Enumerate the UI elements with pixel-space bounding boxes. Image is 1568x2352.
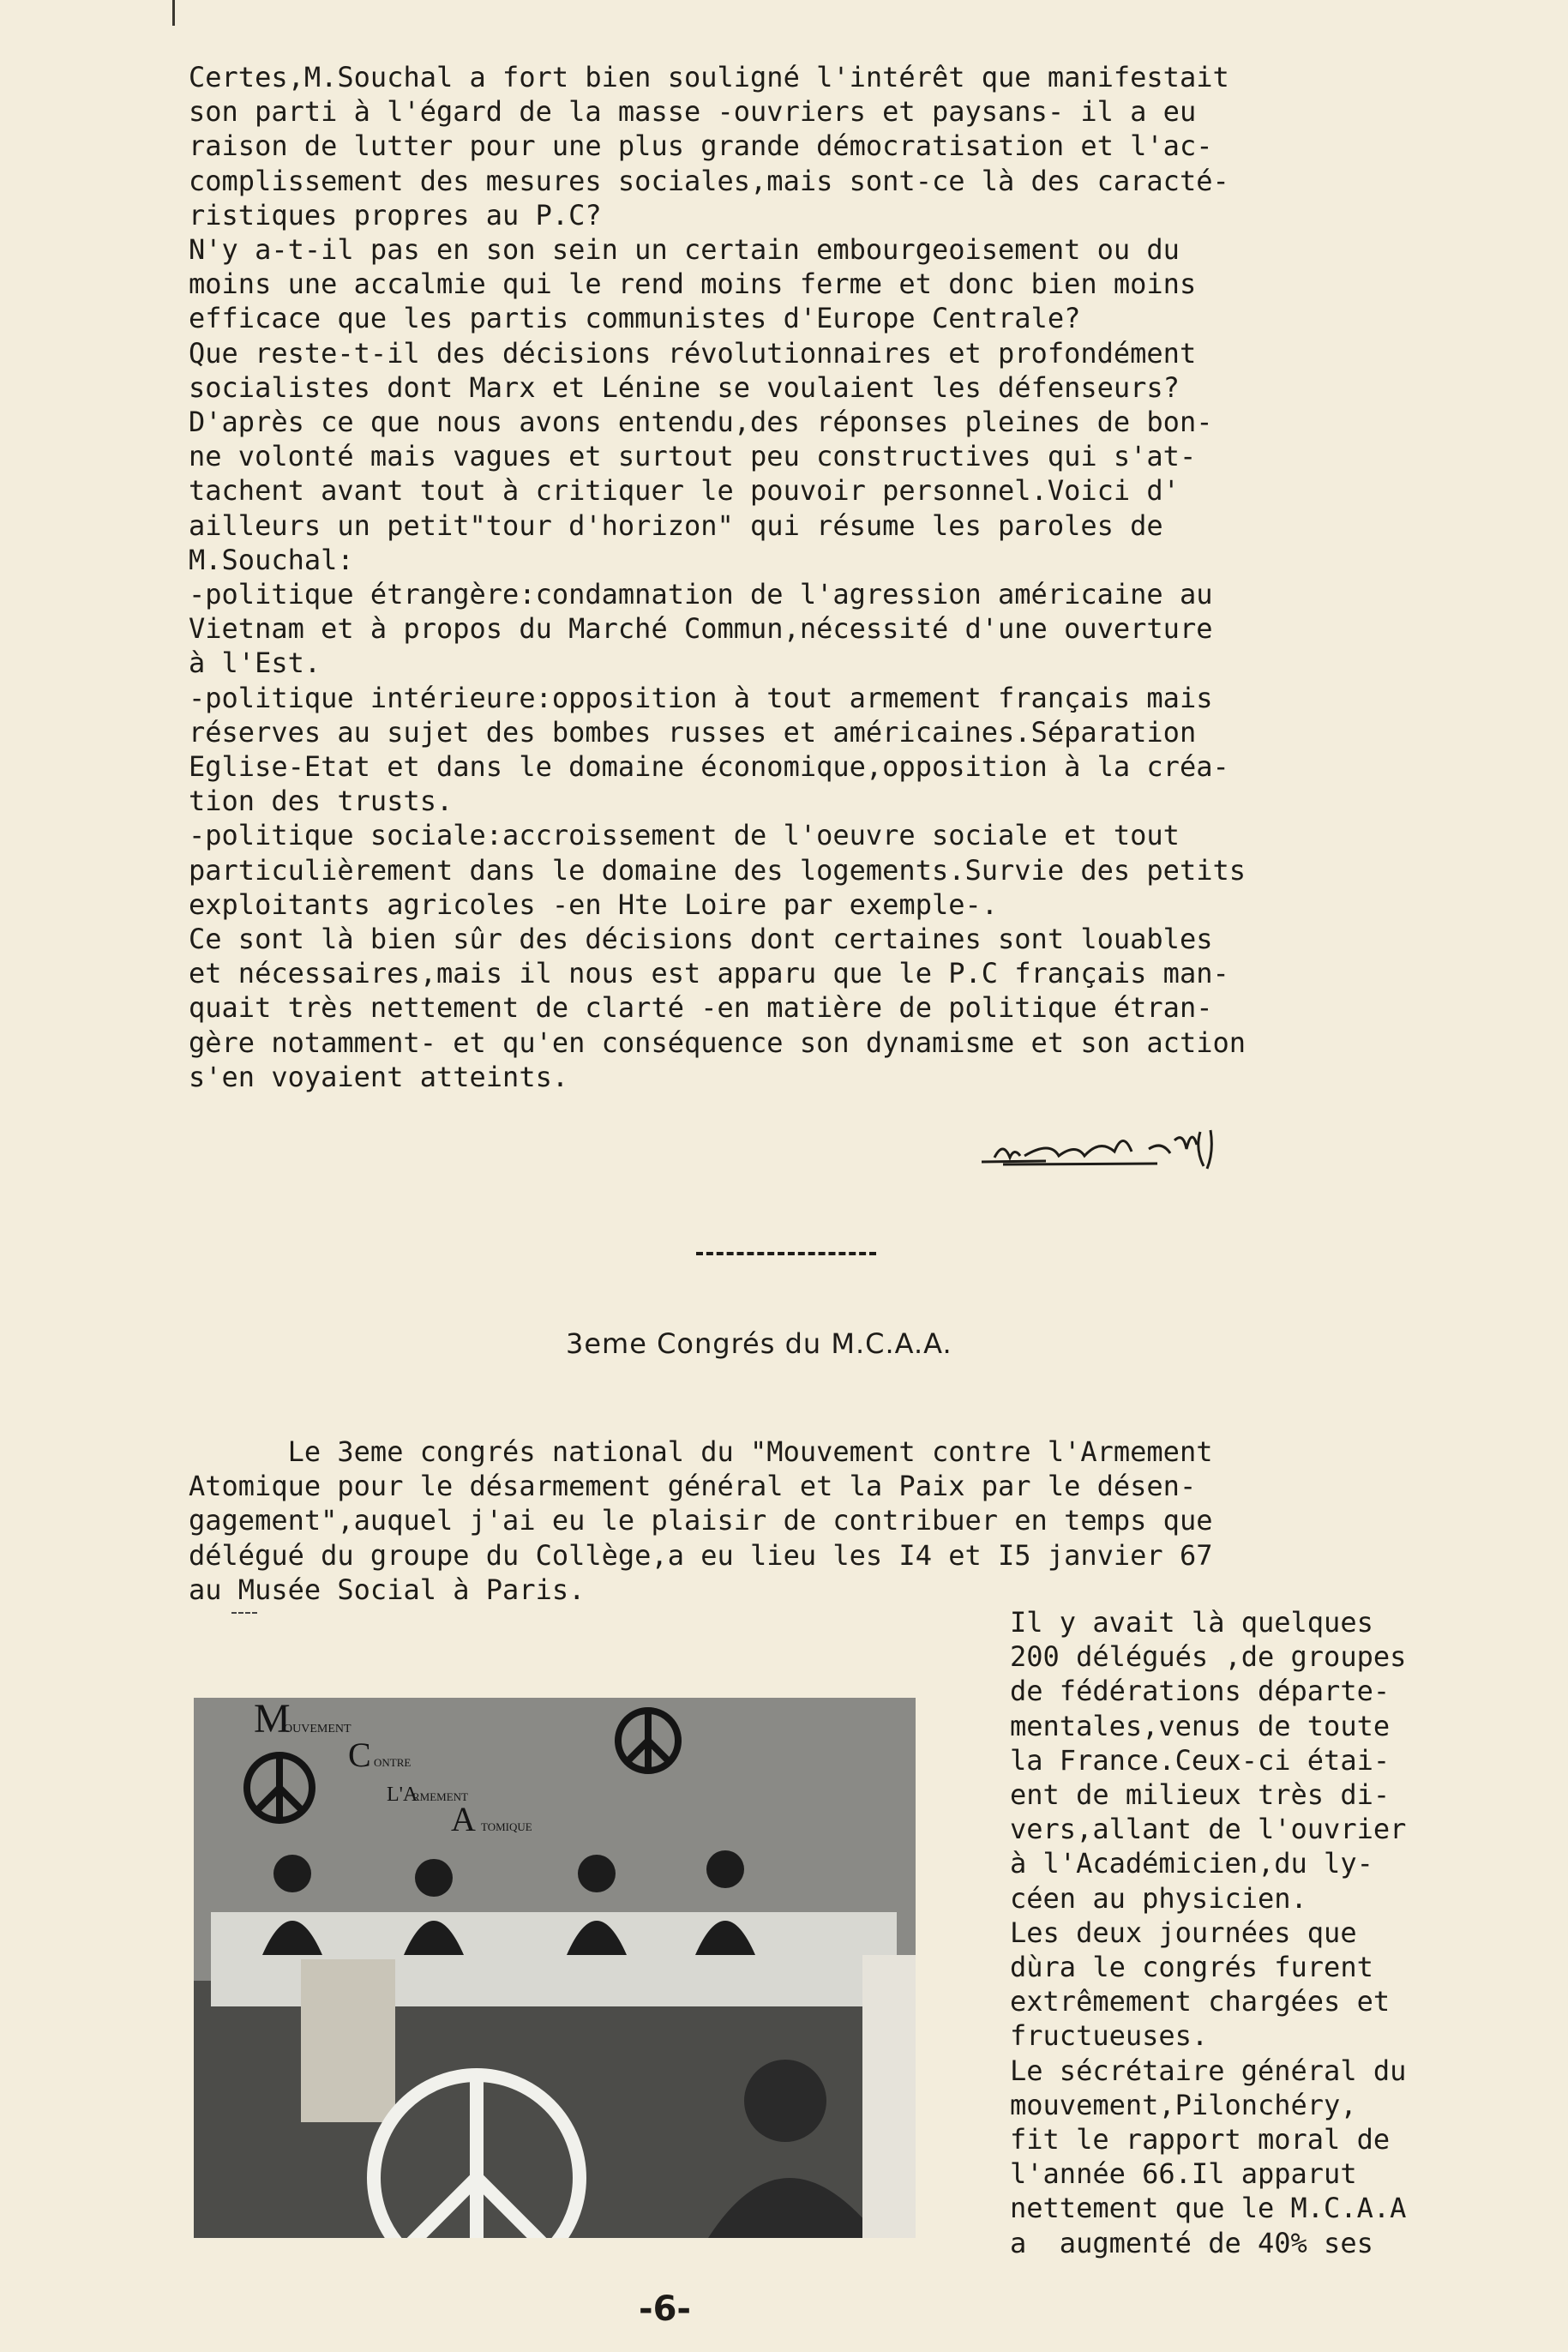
congress-photo: [194, 1698, 916, 2238]
congress-intro: Le 3eme congrés national du "Mouvement contre l'Armement Atomique pour le désarmement général et la Paix par le désen- gagement",auquel j'ai eu le plaisir de contribuer en temps que délégué du groupe du Collège,a eu lieu les I4 et I5 janvier 67 au Musée Social à Paris.: [189, 1435, 1213, 1606]
banner-word: ONTRE: [374, 1756, 412, 1769]
banner-word: RMEMENT: [412, 1790, 468, 1803]
signature: [977, 1123, 1286, 1175]
congress-column-text: Il y avait là quelques 200 délégués ,de groupes de fédérations départe- mentales,venus de toute la France.Ceux-ci étai- ent de milieux très di- vers,allant de l'ouvrier à l'Académicien,du ly- céen au physicien. Les deux journées que dùra le congrés furent extrêmement chargées et fructueuses. Le sécrétaire général du mouvement,Pilonchéry, fit le rapport moral de l'année 66.Il apparut nettement que le M.C.A.A a augmenté de 40% ses: [1010, 1606, 1407, 2259]
stray-dash: [231, 1612, 257, 1614]
banner-word: TOMIQUE: [481, 1820, 532, 1833]
margin-mark: [172, 0, 175, 26]
banner-letter: A: [451, 1800, 476, 1838]
page-number: -6-: [639, 2289, 692, 2329]
section-separator: [696, 1252, 876, 1255]
banner-letter: C: [348, 1735, 371, 1774]
banner-letter: M: [254, 1698, 291, 1741]
banner-letter: L'A: [387, 1784, 418, 1806]
article-body: Certes,M.Souchal a fort bien souligné l'intérêt que manifestait son parti à l'égard de la masse -ouvriers et paysans- il a eu raison de lutter pour une plus grande démocratisation et l'ac- complissement des mesures sociales,mais sont-ce là des caracté- ristiques propres au P.C? N'y a-t-il pas en son sein un certain embourgeoisement ou du moins une accalmie qui le rend moins ferme et donc bien moins efficace que les partis communistes d'Europe Centrale? Que reste-t-il des décisions révolutionnaires et profondément socialistes dont Marx et Lénine se voulaient les défenseurs? D'après ce que nous avons entendu,des réponses pleines de bon- ne volonté mais vagues et surtout peu constructives qui s'at- tachent avant tout à critiquer le pouvoir personnel.Voici d' ailleurs un petit"tour d'horizon" qui résume les paroles de M.Souchal: -politique étrangère:condamnation de l'agression américaine au Vietnam et à propos du Marché Commun,nécessité d'une ouverture à l'Est. -politique intérieure:opposition à tout armement français mais réserves au sujet des bombes russes et américaines.Séparation Eglise-Etat et dans le domaine économique,opposition à la créa- tion des trusts. -politique sociale:accroissement de l'oeuvre sociale et tout particulièrement dans le domaine des logements.Survie des petits exploitants agricoles -en Hte Loire par exemple-. Ce sont là bien sûr des décisions dont certaines sont louables et nécessaires,mais il nous est apparu que le P.C français man- quait très nettement de clarté -en matière de politique étran- gère notamment- et qu'en conséquence son dynamisme et son action s'en voyaient atteints.: [189, 61, 1246, 1093]
section-heading: 3eme Congrés du M.C.A.A.: [566, 1327, 952, 1360]
banner-word: OUVEMENT: [284, 1723, 351, 1735]
